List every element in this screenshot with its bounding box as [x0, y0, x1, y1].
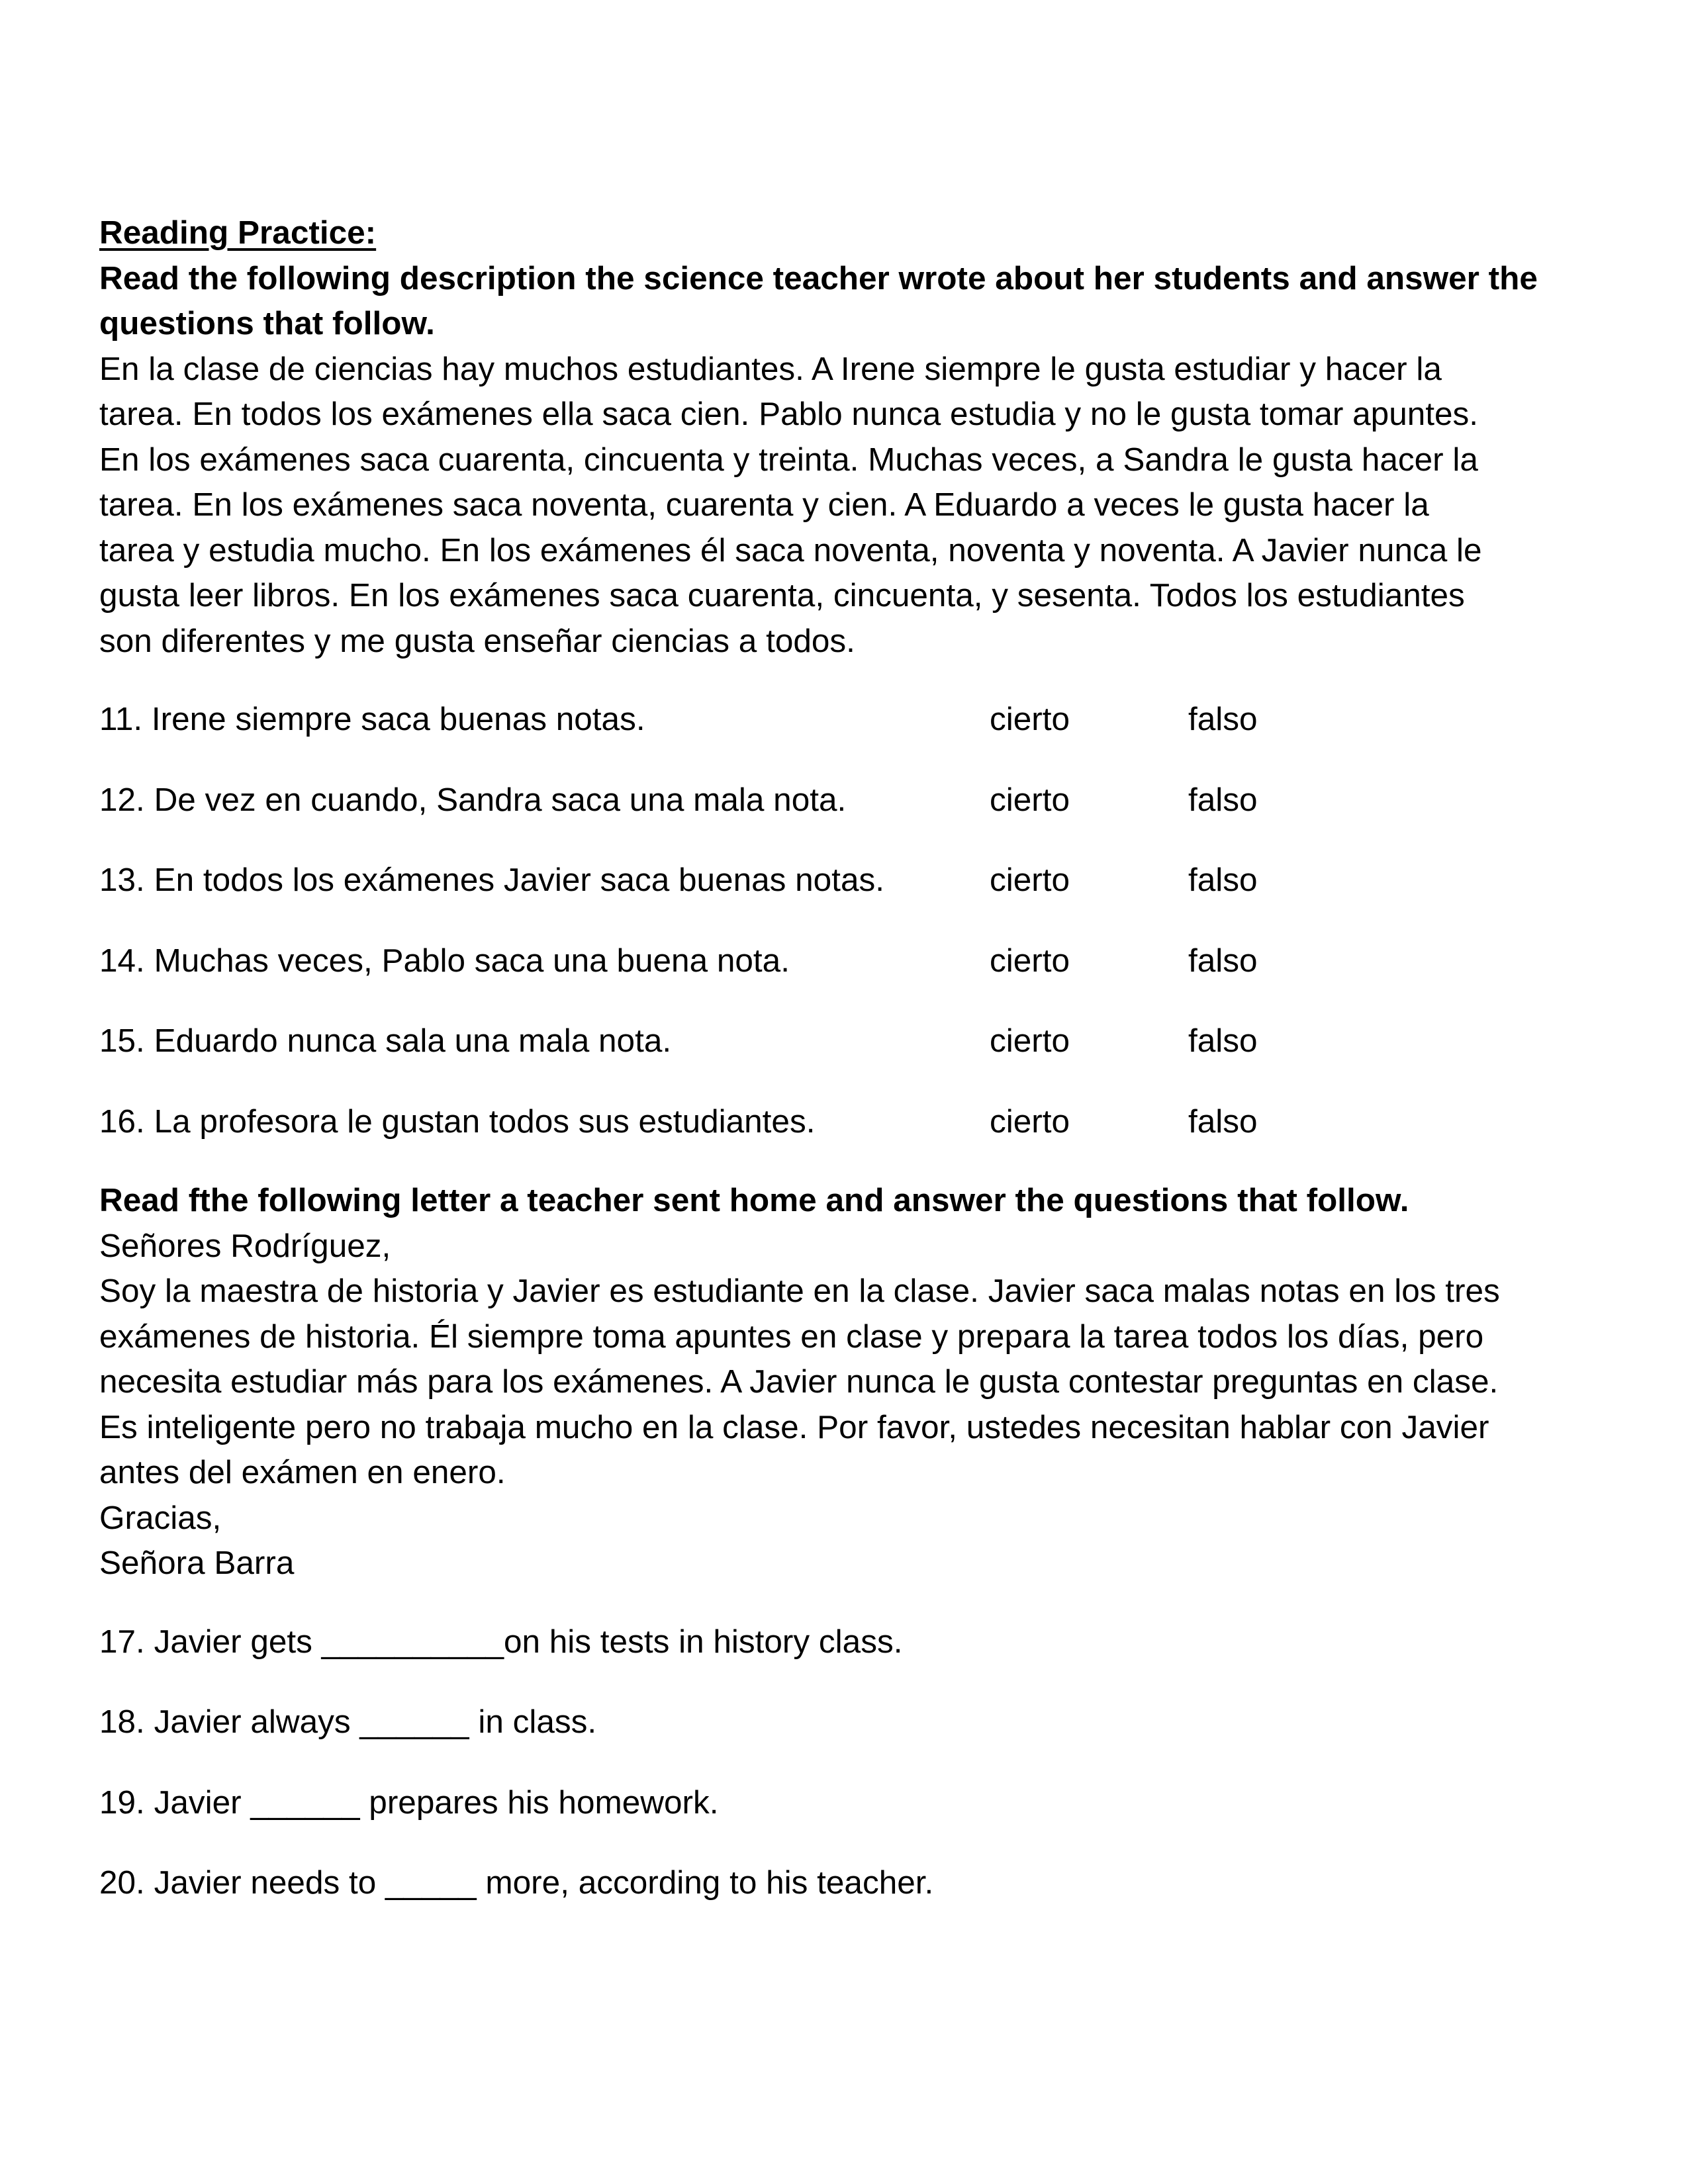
cierto-option: cierto [990, 942, 1070, 979]
falso-option: falso [1188, 701, 1258, 737]
true-false-item [99, 1099, 1589, 1180]
question-text: 11. Irene siempre saca buenas notas. [99, 701, 645, 737]
falso-option: falso [1188, 781, 1258, 818]
letter-line: Es inteligente pero no trabaja mucho en la clase. Por favor, ustedes necesitan hablar con Javier [99, 1408, 1489, 1445]
instructions-1 [99, 256, 1589, 347]
passage-line: tarea. En los exámenes saca noventa, cuarenta y cien. A Eduardo a veces le gusta hacer la [99, 486, 1429, 523]
letter-signature: Señora Barra [99, 1545, 295, 1581]
fill-in-item: 19. Javier ______ prepares his homework. [99, 1784, 719, 1821]
passage-line: En la clase de ciencias hay muchos estudiantes. A Irene siempre le gusta estudiar y hacer la [99, 350, 1442, 387]
cierto-option: cierto [990, 1103, 1070, 1140]
letter-line: Soy la maestra de historia y Javier es estudiante en la clase. Javier saca malas notas en los tres [99, 1273, 1500, 1309]
fill-in-questions [99, 1619, 1589, 1941]
cierto-option: cierto [990, 781, 1070, 818]
fill-in-item: 20. Javier needs to _____ more, according to his teacher. [99, 1864, 934, 1901]
question-text: 14. Muchas veces, Pablo saca una buena nota. [99, 942, 790, 979]
passage-line: En los exámenes saca cuarenta, cincuenta y treinta. Muchas veces, a Sandra le gusta hacer la [99, 441, 1478, 478]
instructions-line: questions that follow. [99, 305, 435, 341]
question-text: 15. Eduardo nunca sala una mala nota. [99, 1023, 672, 1059]
true-false-item [99, 858, 1589, 938]
cierto-option: cierto [990, 862, 1070, 898]
letter-section [99, 1178, 1589, 1586]
question-text: 12. De vez en cuando, Sandra saca una mala nota. [99, 781, 847, 818]
falso-option: falso [1188, 1023, 1258, 1059]
passage-line: tarea y estudia mucho. En los exámenes él saca noventa, noventa y noventa. A Javier nunca le [99, 531, 1482, 569]
question-text: 16. La profesora le gustan todos sus estudiantes. [99, 1103, 816, 1140]
fill-in-item: 17. Javier gets __________on his tests in history class. [99, 1623, 903, 1660]
true-false-item [99, 778, 1589, 858]
falso-option: falso [1188, 942, 1258, 979]
letter-line: necesita estudiar más para los exámenes. A Javier nunca le gusta contestar preguntas en clase. [99, 1363, 1499, 1400]
instructions-2: Read fthe following letter a teacher sent home and answer the questions that follow. [99, 1182, 1409, 1218]
reading-passage-1 [99, 347, 1589, 664]
letter-line: antes del exámen en enero. [99, 1454, 506, 1490]
true-false-item [99, 938, 1589, 1019]
passage-line: gusta leer libros. En los exámenes saca cuarenta, cincuenta, y sesenta. Todos los estudiantes [99, 577, 1465, 614]
cierto-option: cierto [990, 1023, 1070, 1059]
true-false-item [99, 1019, 1589, 1099]
letter-closing: Gracias, [99, 1499, 222, 1536]
true-false-questions [99, 697, 1589, 1179]
passage-line: son diferentes y me gusta enseñar ciencias a todos. [99, 622, 855, 659]
fill-in-item: 18. Javier always ______ in class. [99, 1704, 597, 1740]
cierto-option: cierto [990, 701, 1070, 737]
letter-salutation: Señores Rodríguez, [99, 1227, 391, 1264]
falso-option: falso [1188, 1103, 1258, 1140]
passage-line: tarea. En todos los exámenes ella saca cien. Pablo nunca estudia y no le gusta tomar apuntes. [99, 396, 1479, 432]
instructions-line: Read the following description the science teacher wrote about her students and answer the [99, 259, 1538, 296]
question-text: 13. En todos los exámenes Javier saca buenas notas. [99, 862, 884, 898]
falso-option: falso [1188, 862, 1258, 898]
letter-line: exámenes de historia. Él siempre toma apuntes en clase y prepara la tarea todos los días, pero [99, 1318, 1484, 1355]
page-heading: Reading Practice: [99, 214, 377, 251]
true-false-item [99, 697, 1589, 778]
